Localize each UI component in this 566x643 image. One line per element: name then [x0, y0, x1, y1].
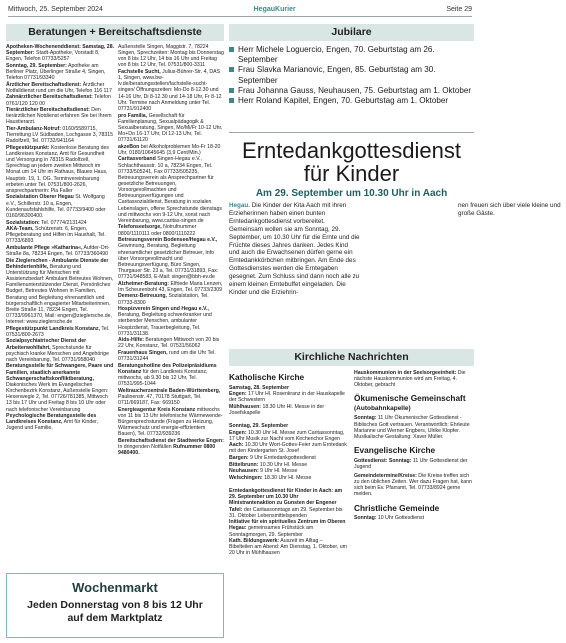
katholische-entry: Ministrantenaktion zu Gunsten der Engener Tafel: der Caritassonntags am 29. September bis 31. Oktober Lebensmittelspenden — [229, 500, 343, 519]
katholische-entry: Kath. Bildungswerk: Auszeit im Alltag – Bibelteilen am Abend: Am Dienstag, 1. Oktober, um 20 Uhr in Mühlhausen — [229, 538, 347, 557]
beratung-entry: pro Familia, Gesellschaft für Familienplanung, Sexualpädagogik & Sexualberatung, Singen, Mo/Mi/Fr 10-12 Uhr, Mo+Do 16-17 Uhr, Di 12-13 Uhr, Tel. 07731/61120 — [118, 112, 223, 144]
evangelische-heading: Evangelische Kirche — [354, 445, 436, 456]
wochenmarkt-line-2: auf dem Marktplatz — [67, 612, 163, 624]
bullet-square-icon — [229, 67, 234, 72]
katholische-entry: Engen: 17 Uhr Hl. Rosenkranz in der Hauskapelle der Schwestern — [229, 391, 345, 404]
beratung-entry: Psychologische Beratungsstelle des Landkreises Konstanz, Amt für Kinder, Jugend und Familie, — [6, 413, 98, 432]
beratung-entry: Hospizverein Singen und Hegau e.V., Beratung, Begleitung schwerkranker und sterbender Menschen, ambulanter Hospizdienst, Trauerbegleitung, Tel. 07731/31138. — [118, 306, 212, 337]
beratung-entry: Betreuungsverein Bodensee/Hegau e.V., Gewinnung, Beratung, Begleitung ehrenamtlicher gesetzlicher Betreuer, Info über Vorsorgevollmacht und Betreuungsverfügung, Büro Singen, Thurgauer Str. 23 a, Tel. 07731/31893, Fax: 07731/948583, E-Mail: singen@bbh-ev.de — [118, 237, 219, 281]
christliche-text: Sonntag: 10 Uhr Gottesdienst — [354, 515, 425, 522]
beratung-entry: Sonntag, 29. September: Apotheke am Berliner Platz, Überlinger Straße 4, Singen, Telefon 07731/93340 — [6, 62, 106, 82]
katholische-entry — [229, 416, 348, 422]
katholische-entry — [229, 481, 348, 487]
beratung-entry: Außenstelle Singen, Maggistr. 7, 78224 Singen, Sprechzeiten: Montag bis Donnerstag von 8 bis 12 Uhr, 14 bis 16 Uhr und Freitag von 8 bis 12 Uhr, Tel. 07531/800-3311 — [118, 44, 224, 69]
beratung-entry: akzeBon bei Alkoholproblemen Mo-Fr 18-20 Uhr, 0180/10645645 (3,9 Cent/Min.) — [118, 143, 221, 156]
beratung-entry: AKA-Team, Schützenstr. 6, Engen, Pflegeberatung und Hilfen im Haushalt, Tel. 07733/6893 — [6, 226, 106, 245]
jubilare-list — [229, 45, 474, 106]
katholische-entry: Welschingen: 18.30 Uhr Hl. Messe — [229, 474, 312, 481]
erntedank-body — [229, 202, 561, 297]
erntedank-headline-1: Erntedankgottesdienst — [242, 138, 461, 163]
beratung-entry: Aids-Hilfe: Beratungen Mittwoch von 20 bis 22 Uhr, Konstanz, Tel. 07531/56062 — [118, 337, 220, 350]
beratung-entry: Die Zieglerschen - Ambulante Dienste der Behindertenhilfe, Beratung und Unterstützung für Menschen mit Assistenzbedarf: Ambulant Betreutes Wohnen, Familienunterstützender Dienst, Persönliches Budget, Betreutes Wohnen in Familien, Beratung und Begleitung ehrenamtlich und bürgerschaftlich engagierter Mitarbeiterinnen. Breite Straße 11, 78234 Engen, Tel. 07733/9961370, Mail: engen@zieglersche.de, Internet: www.zieglersche.de — [6, 257, 114, 326]
katholische-entry: Initiative für ein spirituelles Zentrum im Oberen Hegau: gemeinsames Frühstück am Sonntagmorgen, 29. September — [229, 519, 346, 538]
beratung-entry: Telefonseelsorge, Notrufnummer 0800/1110111 oder 0800/1110222 — [118, 224, 197, 237]
katholische-column — [229, 370, 348, 557]
bullet-square-icon — [229, 47, 234, 52]
wochenmarkt-line-1: Jeden Donnerstag von 8 bis 12 Uhr — [27, 599, 203, 611]
evangelische-text: Gottesdienst: Sonntag: 11 Uhr Gottesdienst der Jugend — [354, 457, 468, 470]
hauskommunion-text: Hauskommunion in der Seelsorgeeinheit: Die nächste Hauskommunion wird am Freitag, 4. Oktober, gebracht — [354, 370, 466, 389]
christliche-heading: Christliche Gemeinde — [354, 502, 440, 513]
oekumenische-subheading: (Autobahnkapelle) — [354, 404, 411, 412]
header-paper-name: HegauKurier — [253, 6, 296, 13]
erntedank-text: Die Kinder der Kita Aach mit ihren Erzieherinnen haben einen bunten Erntedankgottesdienst vorbereitet. Gemeinsam wollen sie am Sonntag, 29. September, um 10.30 Uhr für die Ernte und die Früchte dieses Jahres danken. Jedes Kind und auch die Erwachsenen dürfen gerne ein Erntedankkörbchen mitbringen. Am Ende des Gottesdienstes werden die Erntegaben gesegnet. Zum Schluss sind dann noch alle zu einem kleinen Erntebuffet eingeladen. Die Kinder und die Erziehrin- — [229, 202, 360, 296]
beratung-entry: Demenz-Betreuung, Sozialstation, Tel. 07733-8300 — [118, 293, 209, 306]
kirchliche-columns — [229, 370, 474, 557]
beratungen-column-1 — [6, 44, 114, 569]
beratung-entry: Caritasverband Singen-Hegau e.V., Schlachthausstr. 10 a, 78234 Engen, Tel. 07733/505241, Fax 07733/505235, Betreuungsverein als Ansprechpartner für gesetzliche Betreuungen, Vorsorgevollmachten und Betreuungsverfügungen und Caritassozialdienst, Beratung in sozialen Lebenslagen, offene Sprechstunde dienstags und mittwochs von 9-12 Uhr, sonst nach Vereinbarung, www.caritas-singen.de — [118, 156, 223, 224]
beratung-entry: Fachstelle Sucht, Julius-Bührer-Str. 4, DAS 1, Singen, www.bw-lv.de/beratungsstellen/fachstelle-sucht-singen/ Öffnungszeiten: Mo-Do 8-12.30 und 14-16 Uhr, Di 8-12.30 und 14-18 Uhr, Fr 8-12 Uhr. Termine nach Anmeldung unter Tel. 07731/912400 — [118, 69, 222, 112]
beratung-entry: Bereitschaftsdienst der Stadtwerke Engen: In dringenden Notfällen Rufnummer 0800 9480400. — [118, 437, 224, 457]
beratung-entry: Alzheimer-Beratung: Elfriede Maria Lenzen, Im Scheurenbohl 43, Engen, Tel. 07733/2309 — [118, 280, 223, 293]
kirchliche-title: Kirchliche Nachrichten — [229, 349, 474, 366]
erntedank-text-right: nen freuen sich über viele kleine und große Gäste. — [458, 202, 561, 217]
jubilar-text: Frau Slavka Marianovic, Engen, 85. Geburtstag am 30. September — [238, 65, 436, 85]
jubilar-text: Herr Michele Loguercio, Engen, 70. Geburtstag am 26. September — [238, 45, 435, 65]
wochenmarkt-title: Wochenmarkt — [72, 580, 158, 595]
beratung-entry: Pflegestützpunkt: Kostenlose Beratung des Landkreises Konstanz, Amt für Gesundheit und Versorgung in 78315 Radolfzell, Sprechtag an jedem zweiten Mittwoch im Monat um 14 Uhr im Rathaus, Blaues Haus, Hauptstr. 19, 1. OG. Terminvereinbarung erbeten unter Tel. 07531/800-2626, ansprechpartnerin: Pia Faller — [6, 144, 109, 194]
jubilar-item — [229, 45, 474, 65]
erntedank-subtitle: Am 29. September um 10.30 Uhr in Aach — [255, 188, 448, 199]
beratung-entry: Zahnärztlicher Bereitschaftsdienst: Telefon 0761/120 120 00 — [6, 94, 111, 107]
beratung-entry: Apotheken-Wochenenddienst: Samstag, 28. September: Stadt-Apotheke, Vorstadt 8, Engen, Telefon 07733/5257 — [6, 44, 115, 63]
erntedank-headline-2: für Kinder — [303, 161, 400, 186]
wochenmarkt-box — [6, 573, 224, 638]
jubilar-text: Frau Johanna Gauss, Neuhausen, 75. Geburtstag am 1. Oktober — [238, 85, 472, 95]
katholische-entry: Mühlhausen: 18.30 Uhr Hl. Messe in der Josefskapelle — [229, 403, 325, 416]
beratungen-title: Beratungen + Bereitschaftsdienste — [6, 24, 224, 41]
header-page-number: Seite 29 — [446, 6, 472, 13]
beratung-entry: Tierärztlicher Bereitschaftsdienst: Den tierärztlichen Notdienst erfahren Sie bei Ihrem Haustierarzt. — [6, 107, 112, 126]
bullet-square-icon — [229, 88, 234, 93]
beratungen-column-2 — [118, 44, 224, 569]
jubilar-item — [229, 86, 474, 96]
erntedank-lead: Hegau. — [229, 202, 250, 209]
header-date: Mittwoch, 25. September 2024 — [8, 6, 103, 13]
page-header — [8, 3, 472, 17]
jubilare-section — [229, 24, 474, 106]
beratung-entry: Tier-Ambulanz-Notruf: 0160/5589715, Tierrettung LV Südbaden, Lochgasse 3, 78315 Radolfzell, Tel. 07732/941164 — [6, 125, 113, 145]
beratung-entry: Pflegestützpunkt Landkreis Konstanz, Tel. 07531/800-2673 — [6, 325, 110, 338]
beratung-entry: Sozialpsychiatrischer Dienst der Arbeiterwohlfahrt, Sprechstunde für psychisch kranke Menschen und Angehörige nach Vereinbarung, Tel. 07731/958040 — [6, 338, 109, 363]
jubilar-item — [229, 65, 474, 85]
beratung-entry: Sozialstation Oberer Hegau St. Wolfgang e.V., Schillerstr. 10 a, Engen, Kundenaufsfahlshilfe, Tel. 07733/9400 oder 0160/96300400. — [6, 194, 106, 219]
katholische-entry: Sonntag, 29. September — [229, 423, 289, 429]
beratung-entry: Sozialstation: Tel. 07774/2131424 — [6, 219, 87, 226]
katholische-lines — [229, 385, 348, 557]
beratung-entry: Frauenhaus Singen, rund um die Uhr Tel. 07731/31244 — [118, 349, 216, 363]
oekumenische-text: Sonntag: 11 Uhr Ökumenischer Gottesdienst - Biblisches Gott vertrauen. Verantwortlich: Ehrleute Marianne und Werner Engbers, Ulrike Klopfer. Musikalische Gestaltung: Xaver Müller. — [354, 415, 470, 440]
beratung-entry: Ambulante Pflege »Katharina«, Aufder-Ort-Straße 8a, 78234 Engen, Tel. 07733/360490 — [6, 244, 110, 258]
katholische-entry: Erntedankgottesdienst für Kinder in Aach: am 29. September um 10.30 Uhr — [229, 487, 343, 500]
katholische-entry: Bargen: 9 Uhr Erntedankgottesdienst — [229, 454, 316, 461]
gemeindetermine-text: Gemeindetermine/Kreise: Die Kreise treffen sich zu den üblichen Zeiten. Wer dazu Fragen hat, kann sich beim Ev. Pfarramt, Tel. 07733/8924 gerne melden. — [354, 472, 472, 498]
beratung-entry: Ärztlicher Bereitschaftsdienst: Ärztlicher Notfalldienst rund um die Uhr, Telefon 116 117 — [6, 81, 112, 94]
beratung-entry: Beratungshotline des Polizeipräsidiums Konstanz für den Landkreis Konstanz, mittwochs, ab 9.30 bis 12 Uhr, Tel. 07531/995-1044 — [118, 362, 217, 388]
katholische-entry: Samstag, 28. September — [229, 384, 289, 391]
bullet-square-icon — [229, 98, 234, 103]
beratung-entry: Weltraucherzentrale Baden-Württemberg, Paulinenstr. 47, 70178 Stuttgart, Tel. 0711/669187, Fax: 669150 — [118, 387, 221, 406]
katholische-entry: Neuhausen: 9 Uhr Hl. Messe — [229, 468, 298, 475]
katholische-heading: Katholische Kirche — [229, 372, 305, 382]
jubilar-item — [229, 96, 474, 106]
divider — [229, 132, 474, 133]
erntedank-text-left — [229, 202, 360, 297]
kirche-right-column — [354, 370, 473, 557]
kirchliche-section — [229, 349, 474, 557]
jubilar-text: Herr Roland Kapitel, Engen, 70. Geburtstag am 1. Oktober — [238, 96, 449, 106]
erntedank-article — [229, 131, 561, 297]
jubilare-title: Jubilare — [229, 24, 474, 41]
katholische-entry: Aach: 10.30 Uhr Wort-Gottes-Feier zum Erntedank mit den Kindergarten St. Josef — [229, 442, 347, 455]
oekumenische-heading: Ökumenische Gemeinschaft — [354, 393, 466, 404]
beratung-entry: Beratungsstelle für Schwangere, Paare und Familien, staatlich anerkannte Schwangerschaftskonfliktberatung, Diakonisches Werk im Evangelischen Kirchenbezirk Konstanz, Außenstelle Engen: Hexenwegle 2, Tel. 07726/781385, Mittwoch 13 bis 17 Uhr und Freitag 8 bis 10 Uhr oder nach telefonischer Vereinbarung — [6, 363, 114, 413]
beratung-entry: Energieagentur Kreis Konstanz mittwochs von 11 bis 13 Uhr telefonische Wärmewende-Bürgersprechstunde (Fragen zu Heizung, Wärmeschutz und energie-effizientem Bauen), Tel. 07732/939236 — [118, 406, 223, 438]
katholische-entry: Bittelbrunn: 10.30 Uhr Hl. Messe — [229, 461, 308, 468]
katholische-entry: Engen: 10.30 Uhr Hl. Messe zum Caritassonntag, 17 Uhr Musik zur Nacht vom Kirchenchor Engen — [229, 429, 345, 442]
